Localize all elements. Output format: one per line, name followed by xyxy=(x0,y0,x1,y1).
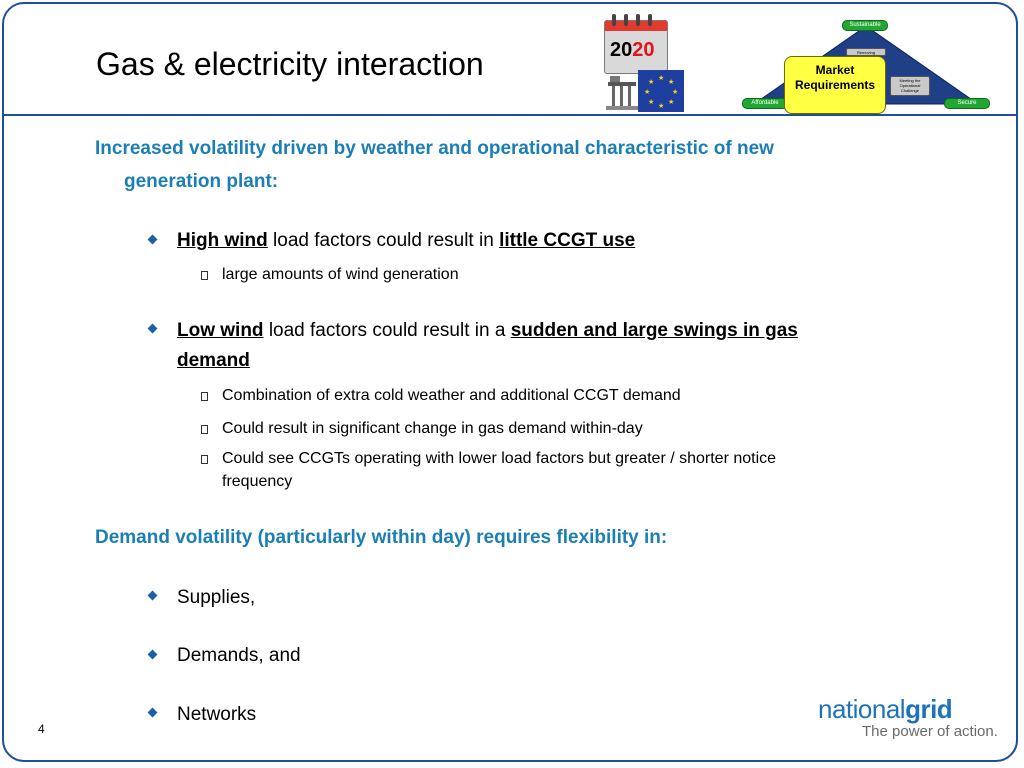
bullet-low-wind-cont: demand xyxy=(177,350,250,371)
bullet-high-wind: High wind load factors could result in little CCGT use xyxy=(177,230,636,251)
sub-bullet-icon xyxy=(201,271,208,280)
heading-volatility-cont: generation plant: xyxy=(124,171,279,192)
sub-bullet-wind-generation: large amounts of wind generation xyxy=(222,266,459,283)
box-removing: Removing xyxy=(846,48,886,56)
bullet-low-wind: Low wind load factors could result in a sudden and large swings in gas xyxy=(177,320,798,341)
header-divider xyxy=(4,114,1016,116)
sub-bullet-icon xyxy=(201,425,208,434)
sub-bullet-ccgt-operating-cont: frequency xyxy=(222,473,293,490)
calendar-year: 2020 xyxy=(610,39,655,61)
pill-affordable: Affordable xyxy=(742,98,788,109)
pill-secure: Secure xyxy=(944,98,990,109)
list-item-demands: Demands, and xyxy=(177,645,301,666)
sub-bullet-icon xyxy=(201,392,208,401)
slide-title: Gas & electricity interaction xyxy=(96,46,484,82)
calendar-icon xyxy=(604,14,668,74)
sub-bullet-ccgt-operating: Could see CCGTs operating with lower load factors but greater / shorter notice xyxy=(222,450,777,467)
logo-tagline: The power of action. xyxy=(862,723,998,740)
sub-bullet-cold-weather: Combination of extra cold weather and additional CCGT demand xyxy=(222,387,681,404)
sub-bullet-within-day: Could result in significant change in gas demand within-day xyxy=(222,420,643,437)
list-item-supplies: Supplies, xyxy=(177,587,256,608)
heading-demand-volatility: Demand volatility (particularly within day) requires flexibility in: xyxy=(95,527,668,548)
heading-volatility: Increased volatility driven by weather and operational characteristic of new xyxy=(95,138,774,159)
slide-frame xyxy=(2,2,1018,762)
page-number: 4 xyxy=(38,722,45,736)
pill-sustainable: Sustainable xyxy=(842,20,888,31)
eu-flag-icon: ★ ★ ★ ★ ★ ★ ★ ★ xyxy=(638,70,684,112)
national-grid-logo: nationalgrid xyxy=(818,694,953,724)
sub-bullet-icon xyxy=(201,455,208,464)
box-operational-challenge: Meeting the Operational Challenge xyxy=(890,76,930,96)
market-requirements-box: Market Requirements xyxy=(784,56,886,114)
oil-rig-icon xyxy=(606,76,638,110)
list-item-networks: Networks xyxy=(177,704,257,725)
